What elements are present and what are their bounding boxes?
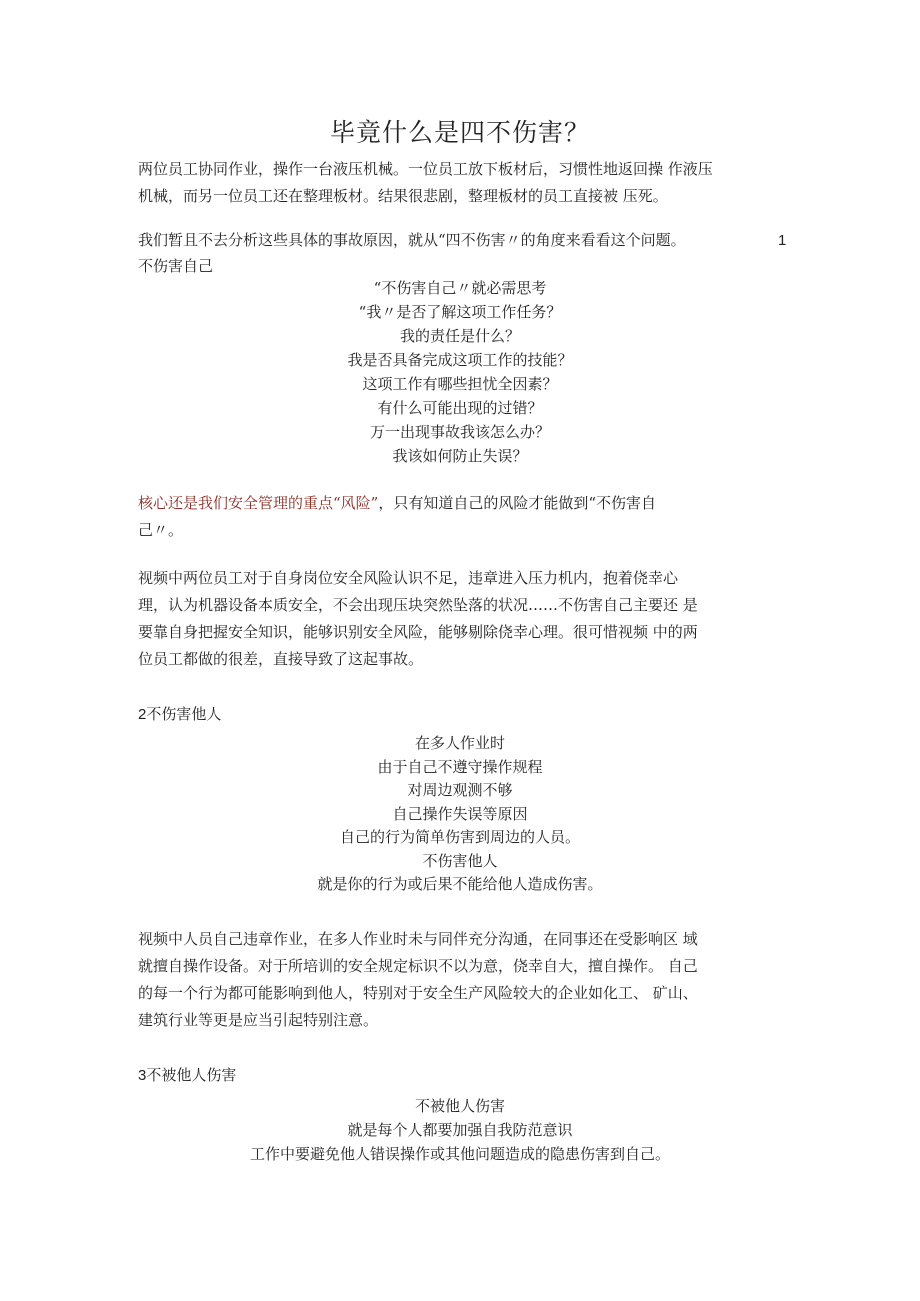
body-line: 就擅自操作设备。对于所培训的安全规定标识不以为意，侥幸自大，擅自操作。 自己 [138,957,698,975]
body-line: 理，认为机器设备本质安全，不会出现压块突然坠落的状况……不伤害自己主要还 是 [138,596,698,614]
body-line: 建筑行业等更是应当引起特别注意。 [138,1011,379,1029]
question-line: 有什么可能出现的过错？ [377,399,543,417]
body-line: 位员工都做的很差，直接导致了这起事故。 [138,650,424,668]
section-2-title: 不伤害他人 [146,705,222,723]
section-3-title: 不被他人伤害 [146,1066,237,1084]
section-1-number: 1 [778,232,787,249]
section-2-body [138,926,792,1034]
section-1-title: 不伤害自己 [138,257,214,275]
question-line: 万一出现事故我该怎么办？ [369,423,550,441]
centered-line: 在多人作业时 [414,734,505,752]
section-2-centered [0,732,920,897]
intro-line: 两位员工协同作业，操作一台液压机械。一位员工放下板材后，习惯性地返回操 作液压 [138,160,713,178]
body-line: 的每一个行为都可能影响到他人，特别对于安全生产风险较大的企业如化工、 矿山、 [138,984,698,1002]
centered-line: 不伤害他人 [422,851,498,870]
centered-line: 工作中要避免他人错误操作或其他问题造成的隐患伤害到自己。 [249,1145,670,1163]
section-3-number: 3 [138,1067,147,1084]
body-line: 视频中两位员工对于自身岗位安全风险认识不足，违章进入压力机内，抱着侥幸心 [138,569,679,587]
section-3-centered [0,1094,920,1166]
intro-line: 机械，而另一位员工还在整理板材。结果很悲剧，整理板材的员工直接被 压死。 [138,187,668,205]
section-3-heading [138,1063,236,1088]
centered-line: 就是你的行为或后果不能给他人造成伤害。 [317,875,603,893]
core-text: 己〃。 [138,521,184,539]
question-line: “我〃是否了解这项工作任务？ [358,303,562,321]
question-line: “不伤害自己〃就必需思考 [373,279,547,297]
core-paragraph [138,490,792,544]
body-line: 视频中人员自己违章作业，在多人作业时未与同伴充分沟通，在同事还在受影响区 域 [138,930,698,948]
question-line: 我该如何防止失误？ [392,447,528,465]
centered-line: 不被他人伤害 [414,1097,505,1115]
section-2-heading [138,702,221,727]
centered-line: 对周边观测不够 [407,781,513,799]
core-text: ，只有知道自己的风险才能做到“不伤害自 [378,494,657,512]
section-1-body [138,565,792,673]
body-line: 要靠自身把握安全知识，能够识别安全风险，能够剔除侥幸心理。很可惜视频 中的两 [138,623,698,641]
centered-line: 自己的行为简单伤害到周边的人员。 [339,828,580,846]
question-line: 这项工作有哪些担忧全因素？ [362,375,558,393]
intro-paragraph [138,156,792,210]
section-1-questions [0,276,920,468]
question-line: 我是否具备完成这项工作的技能？ [347,351,573,369]
section-2-number: 2 [138,706,147,723]
analysis-line: 我们暂且不去分析这些具体的事故原因，就从“四不伤害〃的角度来看看这个问题。 [138,231,686,249]
question-line: 我的责任是什么？ [399,327,520,345]
core-highlight: 核心还是我们安全管理的重点“风险” [138,494,379,512]
centered-line: 自己操作失误等原因 [392,804,528,823]
centered-line: 由于自己不遵守操作规程 [377,757,543,776]
centered-line: 就是每个人都要加强自我防范意识 [347,1121,573,1139]
page-title: 毕竟什么是四不伤害？ [329,118,590,147]
